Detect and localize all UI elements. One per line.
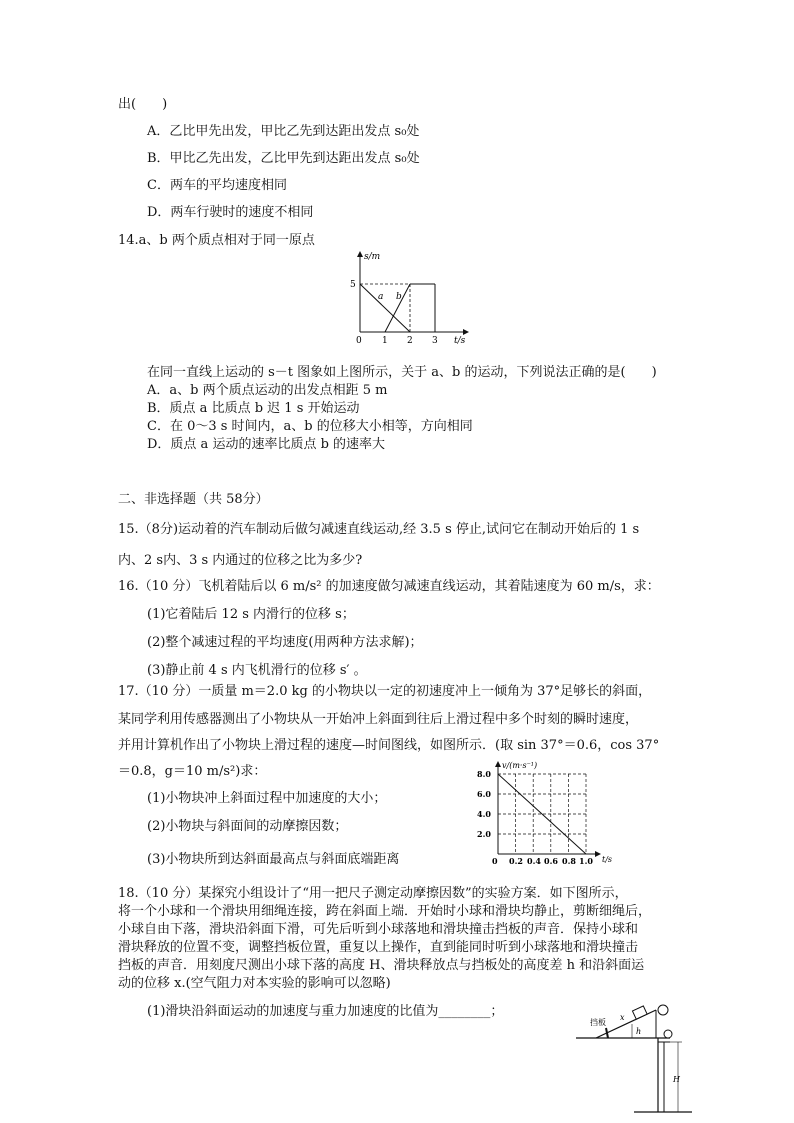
q13-option-a: A．乙比甲先出发，甲比乙先到达距出发点 s₀处 [147,124,420,139]
q14-xtick-2: 2 [407,336,413,346]
q14-ytick-5: 5 [350,280,356,290]
q13-tail: 出( ) [118,97,168,112]
q18-line4: 滑块释放的位置不变，调整挡板位置，重复以上操作，直到能同时听到小球落地和滑块撞击 [118,940,639,955]
q18-line6: 动的位移 x.(空气阻力对本实验的影响可以忽略) [118,976,391,991]
q14-label-a: a [378,292,384,302]
q14-option-d: D．质点 a 运动的速率比质点 b 的速率大 [147,437,386,452]
q17-xtick-10: 1.0 [579,856,593,866]
q14-option-c: C．在 0～3 s 时间内，a、b 的位移大小相等，方向相同 [147,419,473,434]
q17-line1: 17.（10 分）一质量 m＝2.0 kg 的小物块以一定的初速度冲上一倾角为 37°足够长的斜面， [118,684,652,699]
q15-line1: 15.（8分)运动着的汽车制动后做匀减速直线运动,经 3.5 s 停止,试问它在制动开始后的 1 s [118,522,640,537]
q14-line-a [360,284,410,332]
q17-part3: (3)小物块所到达斜面最高点与斜面底端距离 [147,852,400,867]
q13-option-b: B．甲比乙先出发，乙比甲先到达距出发点 s₀处 [147,151,420,166]
pulley [658,1005,668,1015]
q17-ytick-8: 8.0 [477,769,491,779]
q14-xtick-0: 0 [356,336,362,346]
q18-apparatus-figure [574,1000,724,1118]
q14-label-b: b [396,292,402,302]
q14-xlabel: t/s [454,336,466,346]
q13-option-c: C．两车的平均速度相同 [147,178,287,193]
q18-line3: 小球自由下落，滑块沿斜面下滑，可先后听到小球落地和滑块撞击挡板的声音．保持小球和 [118,922,639,937]
q17-line4: ＝0.8，g＝10 m/s²)求： [118,764,267,779]
q17-ytick-4: 4.0 [477,809,491,819]
q16-part1: (1)它着陆后 12 s 内滑行的位移 s； [147,607,355,622]
q16-line1: 16.（10 分）飞机着陆后以 6 m/s² 的加速度做匀减速直线运动，其着陆速度为 60 m/s，求： [118,579,660,594]
q17-ytick-2: 2.0 [477,829,491,839]
q17-xtick-06: 0.6 [544,856,558,866]
label-h: h [636,1027,642,1036]
label-board: 挡板 [590,1018,606,1027]
q14-stem: 在同一直线上运动的 s－t 图象如上图所示，关于 a、b 的运动，下列说法正确的是( ) [147,365,657,380]
label-x: x [620,1013,625,1022]
q18-line1: 18.（10 分）某探究小组设计了“用一把尺子测定动摩擦因数”的实验方案．如下图所示， [118,886,628,901]
q17-xtick-08: 0.8 [562,856,576,866]
q17-ylabel: v/(m·s⁻¹) [502,761,538,770]
ball [664,1030,672,1038]
q18-part1: (1)滑块沿斜面运动的加速度与重力加速度的比值为________； [147,1004,504,1019]
q17-xtick-02: 0.2 [509,856,523,866]
q16-part3: (3)静止前 4 s 内飞机滑行的位移 s′ 。 [147,663,367,678]
q14-option-b: B．质点 a 比质点 b 迟 1 s 开始运动 [147,401,360,416]
q17-vt-line [498,774,586,854]
q14-lead: 14.a、b 两个质点相对于同一原点 [118,233,315,248]
q17-xtick-0: 0 [492,856,498,866]
q17-part1: (1)小物块冲上斜面过程中加速度的大小； [147,791,387,806]
q17-ytick-6: 6.0 [477,789,491,799]
board [606,1028,608,1038]
q14-xtick-1: 1 [382,336,388,346]
slider-block [632,1006,647,1019]
q17-xlabel: t/s [602,855,613,864]
label-H: H [673,1075,680,1084]
q16-part2: (2)整个减速过程的平均速度(用两种方法求解)； [147,635,423,650]
q18-line5: 挡板的声音．用刻度尺测出小球下落的高度 H、滑块释放点与挡板处的高度差 h 和沿斜面运 [118,958,645,973]
q14-st-graph [340,248,480,348]
q14-xtick-3: 3 [432,336,438,346]
q17-part2: (2)小物块与斜面间的动摩擦因数； [147,819,348,834]
q17-vt-graph [474,756,624,868]
q13-option-d: D．两车行驶时的速度不相同 [147,205,314,220]
q15-line2: 内、2 s内、3 s 内通过的位移之比为多少? [118,553,363,568]
q17-line2: 某同学利用传感器测出了小物块从一开始冲上斜面到往后上滑过程中多个时刻的瞬时速度， [118,712,639,727]
section-heading: 二、非选择题（共 58分） [118,492,269,507]
q14-ylabel: s/m [364,252,381,262]
q14-option-a: A．a、b 两个质点运动的出发点相距 5 m [147,383,388,398]
q17-xtick-04: 0.4 [527,856,541,866]
q18-line2: 将一个小球和一个滑块用细绳连接，跨在斜面上端．开始时小球和滑块均静止，剪断细绳后， [118,904,652,919]
q17-line3: 并用计算机作出了小物块上滑过程的速度—时间图线，如图所示．(取 sin 37°＝0.6，cos 37° [118,738,660,753]
